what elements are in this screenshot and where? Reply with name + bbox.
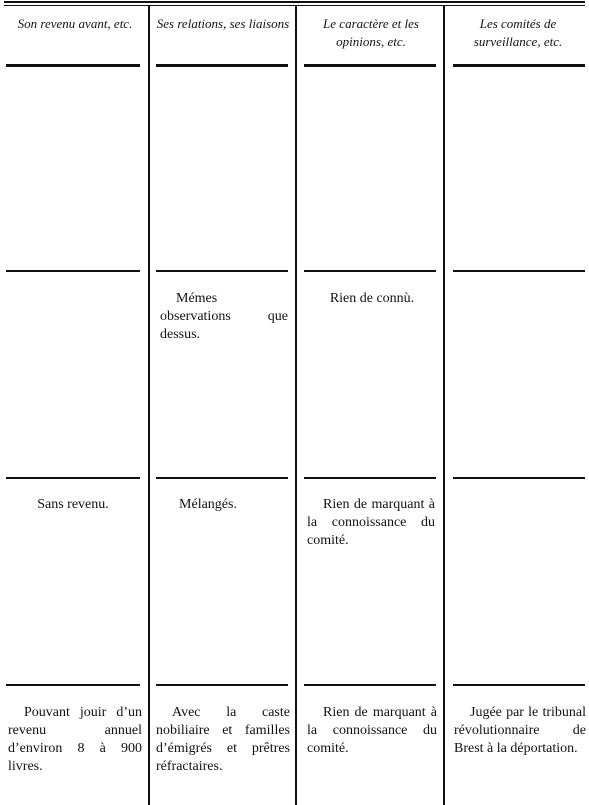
row4-caractere: Rien de marquant à la connoissance du comité. (307, 705, 437, 756)
row-rule (6, 684, 140, 686)
row-rule (6, 270, 140, 272)
row4-comites: Jugée par le tribunal révolutionnaire de Brest à la déportation. (454, 705, 586, 756)
row-rule (453, 477, 585, 479)
row-rule (453, 270, 585, 272)
header-caractere: Le caractère et les opinions, etc. (323, 16, 419, 49)
row3-caractere: Rien de marquant à la connoissance du comité. (307, 497, 435, 548)
column-divider (295, 6, 297, 805)
row-rule (156, 477, 288, 479)
row-rule (304, 270, 436, 272)
row-rule (453, 684, 585, 686)
header-comites: Les comités de surveillance, etc. (473, 16, 563, 49)
row3-revenu: Sans revenu. (37, 497, 109, 512)
row-rule (6, 477, 140, 479)
column-divider (148, 6, 150, 805)
header-rule (304, 64, 436, 67)
header-rule (6, 64, 140, 67)
row-rule (304, 684, 436, 686)
header-relations: Ses relations, ses liaisons (156, 16, 290, 31)
header-revenu: Son revenu avant, etc. (17, 16, 133, 31)
row3-relations: Mélangés. (179, 497, 237, 512)
row2-caractere: Rien de connù. (329, 291, 415, 306)
top-rule (4, 1, 585, 3)
row-rule (156, 684, 288, 686)
row4-revenu: Pouvant jouir d’un revenu annuel d’environ 8 à 900 livres. (8, 705, 142, 774)
column-divider (443, 6, 445, 805)
row-rule (304, 477, 436, 479)
row-rule (156, 270, 288, 272)
header-rule (453, 64, 585, 67)
row2-relations: Mémes observations que dessus. (160, 291, 288, 342)
header-rule (156, 64, 288, 67)
row4-relations: Avec la caste nobiliaire et familles d’émigrés et prêtres réfractaires. (156, 705, 290, 774)
